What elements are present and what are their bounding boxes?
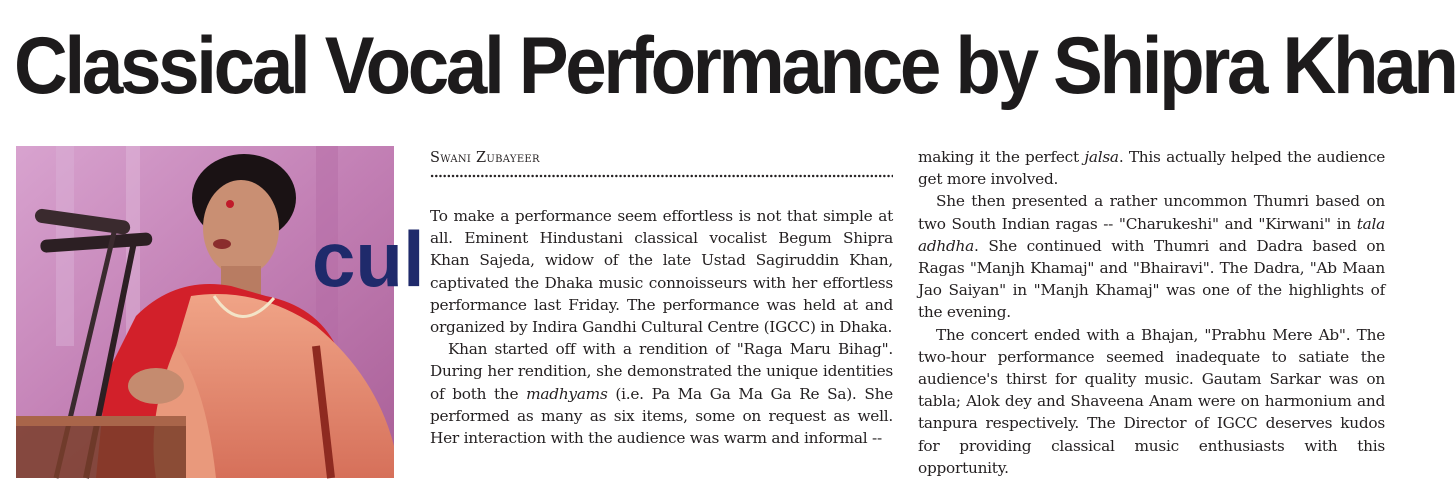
headline: Classical Vocal Performance by Shipra Khan: [14, 21, 1456, 111]
performer-photo: [16, 146, 425, 478]
article-column-2: [918, 146, 1385, 479]
byline-text: Swani Zubayeer: [430, 150, 540, 166]
byline: [430, 148, 893, 168]
paragraph-3: She then presented a rather uncommon Thumri based on two South Indian ragas -- "Charukeshi" and "Kirwani" in tala adhdha. She continued with Thumri and Dadra based on Ragas "Manjh Khamaj" and "Bhairavi". The Dadra, "Ab Maan Jao Saiyan" in "Manjh Khamaj" was one of the highlights of the evening.: [918, 192, 1385, 322]
performer-illustration: [16, 146, 425, 478]
article-column-1: [430, 146, 893, 449]
paragraph-2-italic: madhyams: [526, 384, 608, 403]
paragraph-3-italic: tala adhdha: [918, 214, 1385, 255]
continued-italic: jalsa: [1084, 148, 1119, 166]
dotted-divider: [430, 174, 893, 182]
paragraph-2: Khan started off with a rendition of "Raga Maru Bihag". During her rendition, she demonstrated the unique identities of both the madhyams (i.e. Pa Ma Ga Ma Ga Re Sa). She performed as many as six items, some on request as well. Her interaction with the audience was warm and informal --: [430, 340, 893, 448]
paragraph-1: To make a performance seem effortless is not that simple at all. Eminent Hindustani classical vocalist Begum Shipra Khan Sajeda, widow of the late Ustad Sagiruddin Khan, captivated the Dhaka music connoisseurs with her effortless performance last Friday. The performance was held at and organized by Indira Gandhi Cultural Centre (IGCC) in Dhaka.: [430, 207, 893, 337]
paragraph-4: The concert ended with a Bhajan, "Prabhu Mere Ab". The two-hour performance seemed inadequate to satiate the audience's thirst for quality music. Gautam Sarkar was on tabla; Alok dey and Shaveena Anam were on harmonium and tanpura respectively. The Director of IGCC deserves kudos for providing classical music enthusiasts with this opportunity.: [918, 325, 1385, 477]
paragraph-2-continued: making it the perfect jalsa. This actually helped the audience get more involved.: [918, 148, 1386, 189]
backdrop-text: cul: [312, 215, 425, 303]
